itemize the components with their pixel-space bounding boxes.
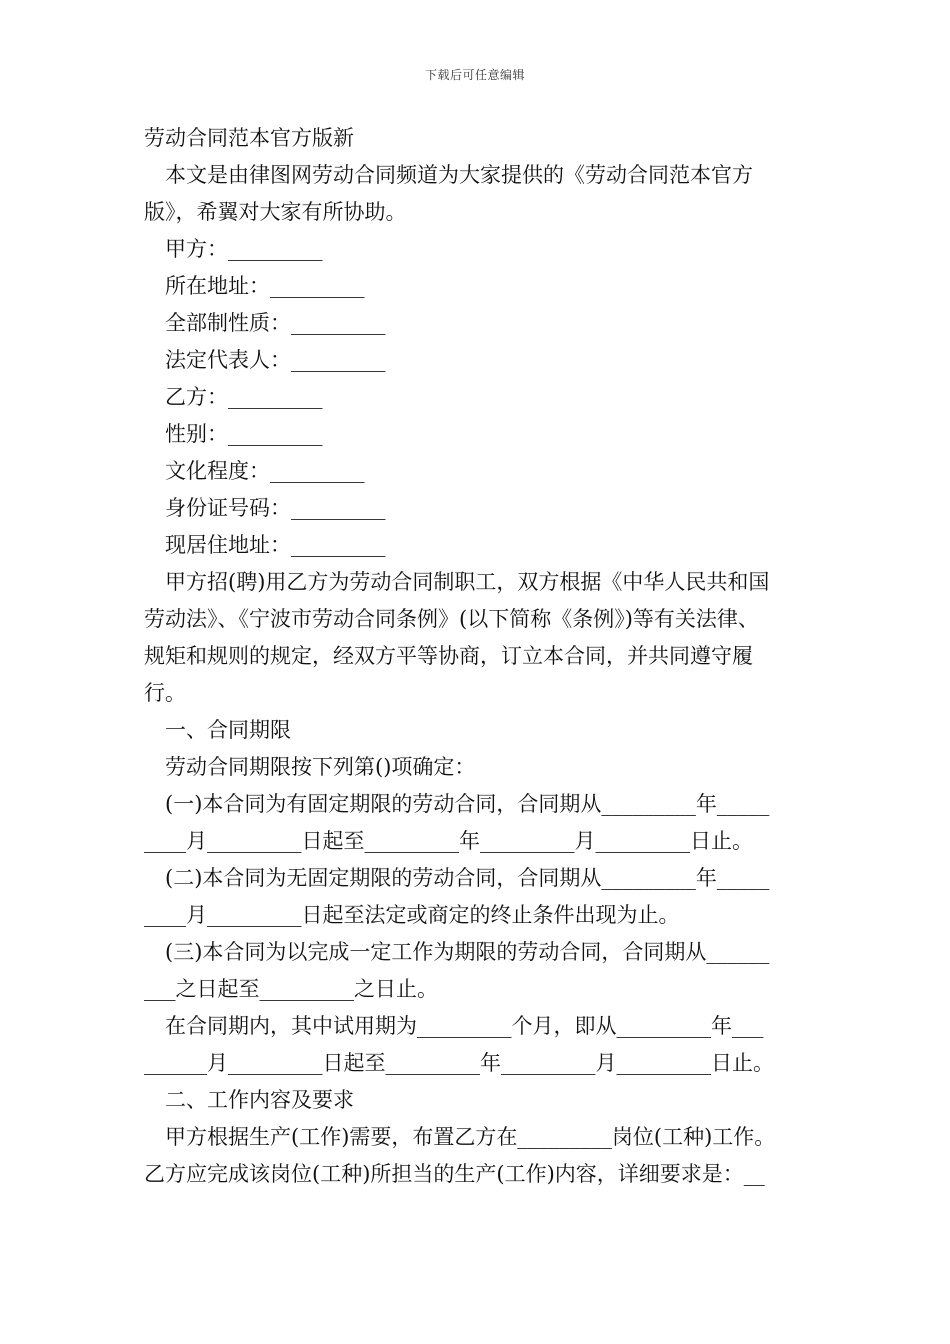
document-line: 行。: [144, 681, 186, 705]
document-line: (三)本合同为以完成一定工作为期限的劳动合同，合同期从______: [165, 940, 770, 964]
document-line: 在合同期内，其中试用期为_________个月，即从_________年___: [165, 1014, 764, 1038]
document-line: 身份证号码：_________: [165, 496, 386, 520]
document-line: 劳动法》、《宁波市劳动合同条例》(以下简称《条例》)等有关法律、: [144, 607, 759, 631]
document-line: 劳动合同期限按下列第()项确定：: [165, 755, 476, 779]
document-body: [144, 120, 814, 1193]
document-line: 所在地址：_________: [165, 274, 365, 298]
document-line: 乙方应完成该岗位(工种)所担当的生产(工作)内容，详细要求是：__: [144, 1162, 765, 1186]
document-paragraphs: [144, 157, 814, 1193]
document-line: 规矩和规则的规定，经双方平等协商，订立本合同，并共同遵守履: [144, 644, 753, 668]
document-line: ______月_________日起至_________年_________月_________日止。: [144, 1051, 774, 1075]
document-line: ____月_________日起至法定或商定的终止条件出现为止。: [144, 903, 680, 927]
document-line: 本文是由律图网劳动合同频道为大家提供的《劳动合同范本官方: [165, 163, 753, 187]
document-line: 二、工作内容及要求: [165, 1088, 354, 1112]
document-line: 版》，希翼对大家有所协助。: [144, 200, 407, 224]
document-line: 法定代表人：_________: [165, 348, 386, 372]
document-title: 劳动合同范本官方版新: [144, 126, 354, 150]
document-line: ___之日起至_________之日止。: [144, 977, 438, 1001]
document-line: (二)本合同为无固定期限的劳动合同，合同期从_________年_____: [165, 866, 770, 890]
document-line: 甲方根据生产(工作)需要，布置乙方在_________岗位(工种)工作。: [165, 1125, 776, 1149]
document-line: 现居住地址：_________: [165, 533, 386, 557]
document-line: 乙方：_________: [165, 385, 323, 409]
document-line: (一)本合同为有固定期限的劳动合同，合同期从_________年_____: [165, 792, 770, 816]
document-line: 一、合同期限: [165, 718, 291, 742]
document-line: 文化程度：_________: [165, 459, 365, 483]
document-line: 甲方：_________: [165, 237, 323, 261]
page-header: 下载后可任意编辑: [424, 68, 525, 82]
document-line: 甲方招(聘)用乙方为劳动合同制职工，双方根据《中华人民共和国: [165, 570, 770, 594]
document-line: 性别：_________: [165, 422, 323, 446]
document-line: ____月_________日起至_________年_________月_________日止。: [144, 829, 753, 853]
document-line: 全部制性质：_________: [165, 311, 386, 335]
